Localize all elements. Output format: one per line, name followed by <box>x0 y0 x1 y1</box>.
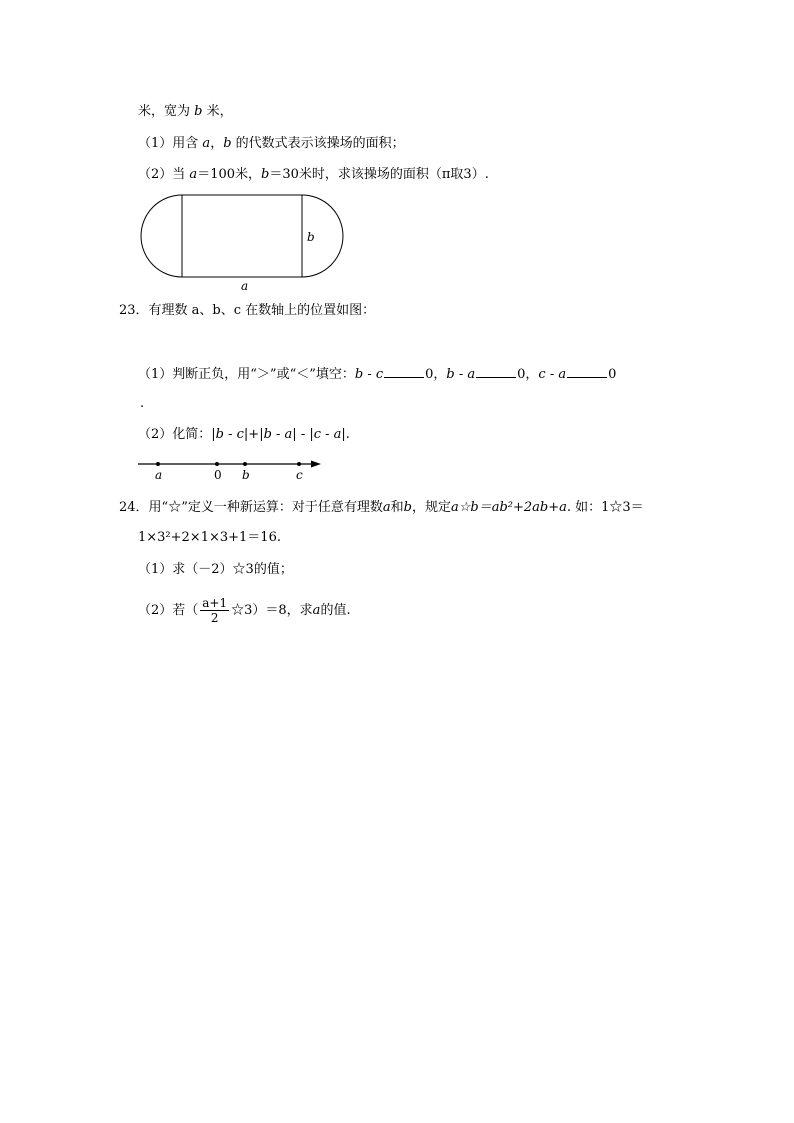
point-a-label: a <box>155 468 163 482</box>
q24-stem-line1 <box>119 500 644 516</box>
q23-zero-2: 0， <box>517 367 539 382</box>
q22-part2-mid2: ＝30米时，求该操场的面积（π取3）. <box>269 167 489 182</box>
q22-part1-var-a: a <box>202 136 211 151</box>
playground-label-b: b <box>307 230 315 244</box>
q24-stem-and: 和 <box>390 500 404 515</box>
q24-stem-a: 24．用“☆”定义一种新运算：对于任意有理数 <box>119 500 383 515</box>
q24-fraction-denominator: 2 <box>210 611 219 625</box>
point-c <box>297 462 301 466</box>
q24-stem-rule: ，规定 <box>411 500 451 515</box>
q24-stem-line2: 1×3²+2×1×3+1＝16. <box>138 530 281 545</box>
q23-expr-b-minus-a: b - a <box>446 367 476 382</box>
q22-part1-suffix: 的代数式表示该操场的面积； <box>235 136 405 151</box>
number-line-arrow <box>311 461 321 468</box>
playground-figure <box>135 190 350 296</box>
q24-stem-example: . 如：1☆3＝ <box>566 500 644 515</box>
q22-part2-var-b: b <box>261 167 270 182</box>
q22-part2-prefix: （2）当 <box>138 167 186 182</box>
q23-answer-blank-2[interactable] <box>476 365 516 378</box>
q22-intro-var-b: b <box>194 104 203 119</box>
number-line <box>135 454 327 484</box>
point-0-label: 0 <box>214 468 222 482</box>
q22-intro-text-b: 米， <box>206 104 233 119</box>
q22-intro-text-a: 米，宽为 <box>138 104 191 119</box>
q23-answer-blank-3[interactable] <box>567 365 607 378</box>
q22-part1-comma: ， <box>210 136 224 151</box>
q24-part2-var-a: a <box>312 603 321 618</box>
q23-part1-period: . <box>140 396 145 411</box>
q23-zero-3: 0 <box>608 367 617 382</box>
q24-stem-definition: a☆b＝ab²+2ab+a <box>450 500 567 515</box>
q22-intro-line <box>138 104 233 120</box>
q24-part2-mid: ☆3）＝8，求 <box>231 603 313 618</box>
point-a <box>156 462 160 466</box>
point-0 <box>215 462 219 466</box>
playground-rectangle <box>182 195 302 277</box>
q22-part1-var-b: b <box>223 136 232 151</box>
q23-part1 <box>138 365 616 383</box>
q23-stem: 23．有理数 a、b、c 在数轴上的位置如图： <box>119 303 376 318</box>
q24-part2-suffix: 的值. <box>320 603 351 618</box>
point-c-label: c <box>296 468 303 482</box>
point-b-label: b <box>242 468 250 482</box>
q23-answer-blank-1[interactable] <box>384 365 424 378</box>
q23-expr-c-minus-a: c - a <box>538 367 567 382</box>
q24-part1: （1）求（－2）☆3的值； <box>138 562 293 577</box>
q22-part1 <box>138 136 405 152</box>
playground-left-semicircle <box>141 195 182 277</box>
q22-part2-var-a: a <box>189 167 198 182</box>
q23-part1-prefix: （1）判断正负，用“＞”或“＜”填空： <box>138 367 355 382</box>
q23-part2-prefix: （2）化简： <box>138 427 212 442</box>
q23-expr-b-minus-c: b - c <box>354 367 384 382</box>
q24-fraction <box>200 596 229 625</box>
q24-stem-var-a: a <box>382 500 391 515</box>
q24-fraction-numerator: a+1 <box>202 596 228 610</box>
q24-part2 <box>138 594 351 628</box>
q23-part2-expression: |b - c|+|b - a| - |c - a|. <box>211 427 350 442</box>
q24-stem-var-b: b <box>403 500 412 515</box>
point-b <box>243 462 247 466</box>
q22-part2 <box>138 167 489 183</box>
q22-part1-prefix: （1）用含 <box>138 136 199 151</box>
playground-label-a: a <box>241 279 249 293</box>
q22-part2-mid1: ＝100米， <box>197 167 262 182</box>
q23-zero-1: 0， <box>425 367 447 382</box>
q24-part2-prefix: （2）若（ <box>138 603 199 618</box>
q23-part2 <box>138 427 350 443</box>
